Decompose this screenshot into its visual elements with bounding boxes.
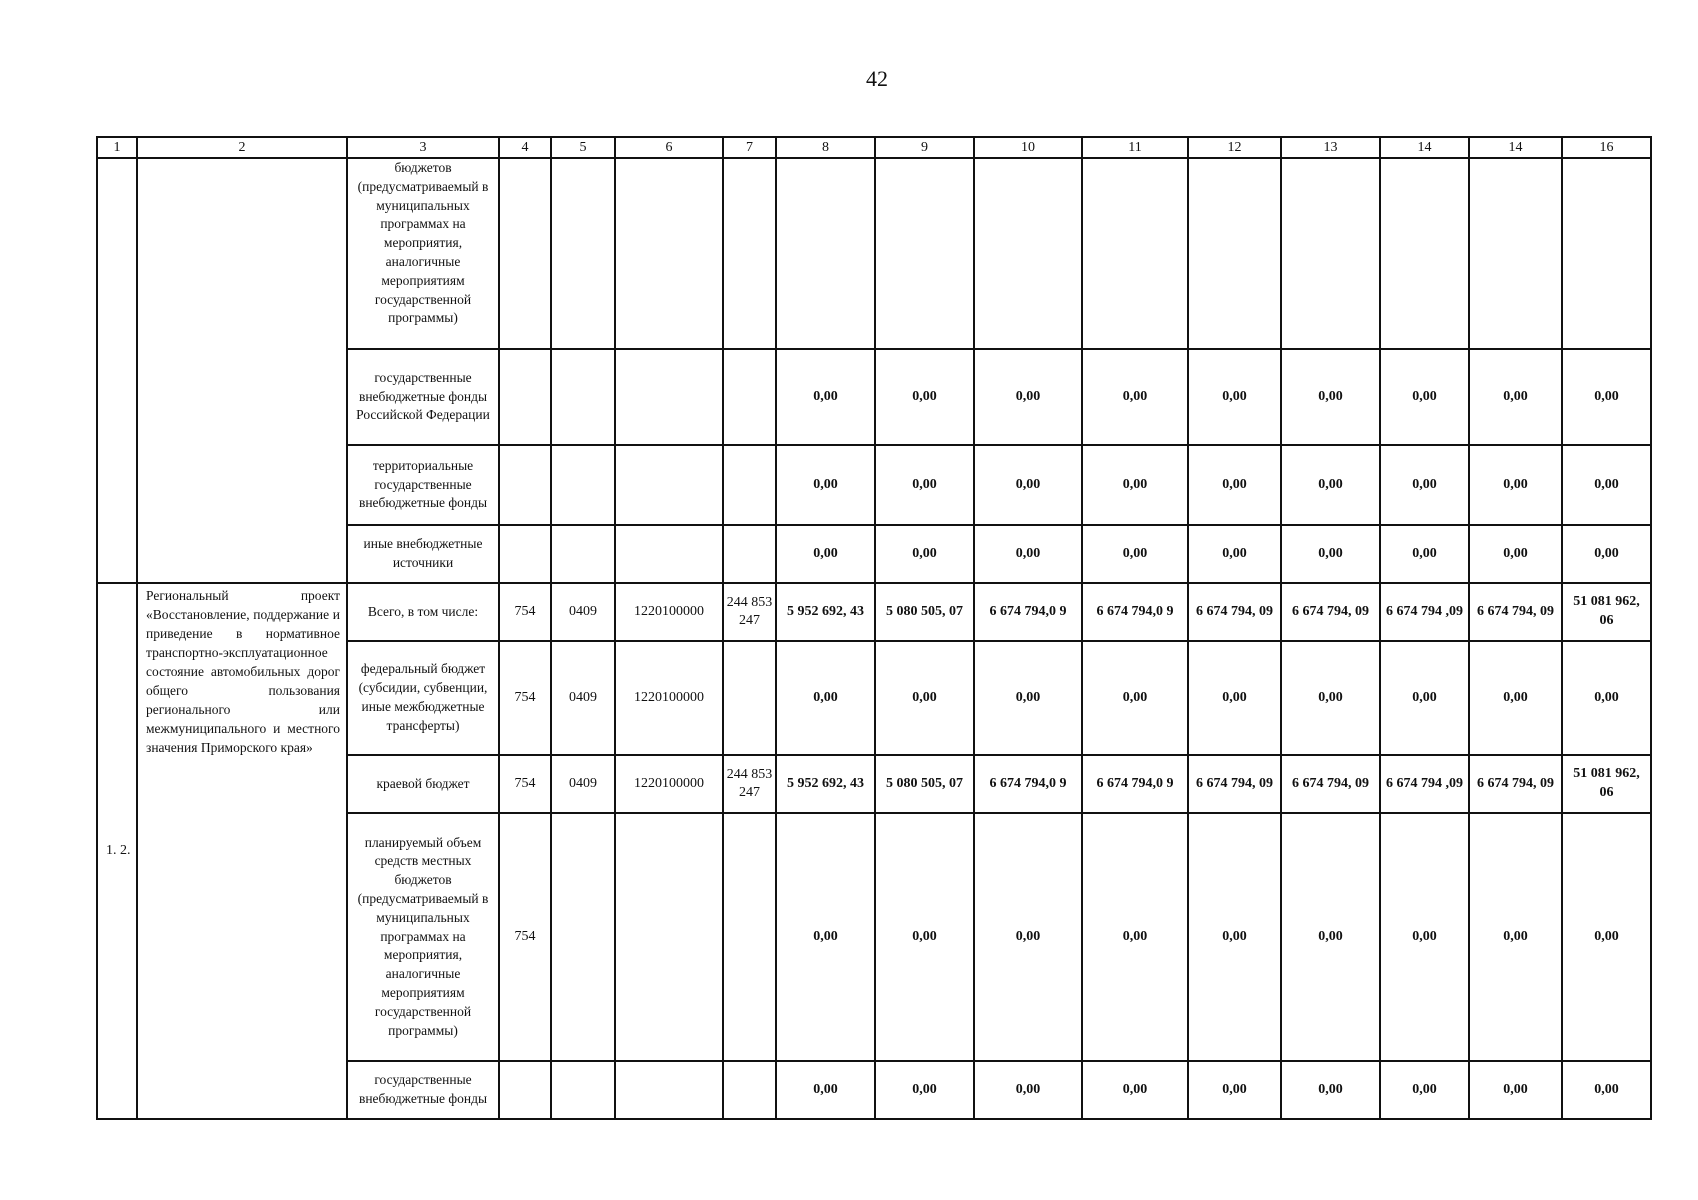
code-cell: 0409 (551, 755, 615, 813)
amount-cell: 0,00 (1082, 445, 1188, 525)
amount-cell: 6 674 794, 09 (1281, 583, 1380, 641)
code-cell: 244 853 247 (723, 755, 776, 813)
amount-cell: 0,00 (1281, 641, 1380, 755)
code-cell: 1220100000 (615, 583, 723, 641)
column-header: 2 (137, 137, 347, 158)
amount-cell: 0,00 (1281, 525, 1380, 583)
amount-cell: 0,00 (1469, 445, 1562, 525)
amount-cell: 5 080 505, 07 (875, 583, 974, 641)
amount-cell: 0,00 (1380, 525, 1469, 583)
column-header: 6 (615, 137, 723, 158)
amount-cell: 0,00 (1562, 1061, 1651, 1119)
amount-cell: 0,00 (1469, 1061, 1562, 1119)
column-header: 9 (875, 137, 974, 158)
amount-cell: 0,00 (1380, 813, 1469, 1061)
amount-cell: 5 952 692, 43 (776, 755, 875, 813)
page-number: 42 (866, 66, 888, 91)
row-number-cell: 1. 2. (97, 583, 137, 1119)
amount-cell: 0,00 (1281, 349, 1380, 445)
funding-source-cell: федеральный бюджет (субсидии, субвенции, иные межбюджетные трансферты) (347, 641, 499, 755)
amount-cell: 5 952 692, 43 (776, 583, 875, 641)
amount-cell: 0,00 (1082, 813, 1188, 1061)
code-cell: 754 (499, 755, 551, 813)
funding-source-cell: планируемый объем средств местных бюджетов (предусматриваемый в муниципальных программах на мероприятия, аналогичные мероприятиям государственной программы) (347, 813, 499, 1061)
row-number-cell (97, 158, 137, 583)
amount-cell: 6 674 794, 09 (1469, 583, 1562, 641)
amount-cell: 0,00 (1469, 349, 1562, 445)
funding-source-cell: краевой бюджет (347, 755, 499, 813)
amount-cell: 0,00 (974, 1061, 1082, 1119)
amount-cell: 0,00 (1562, 813, 1651, 1061)
amount-cell: 0,00 (1281, 445, 1380, 525)
code-cell: 754 (499, 813, 551, 1061)
column-header: 8 (776, 137, 875, 158)
code-cell: 754 (499, 583, 551, 641)
code-cell: 0409 (551, 583, 615, 641)
column-header: 14 (1380, 137, 1469, 158)
code-cell (615, 1061, 723, 1119)
project-name-cell: Региональный проект «Восстановление, поддержание и приведение в нормативное транспортно-эксплуатационное состояние автомобильных дорог общего пользования регионального или межмуниципального и местного значения Приморского края» (137, 583, 347, 1119)
amount-cell: 0,00 (1082, 641, 1188, 755)
amount-cell: 0,00 (875, 641, 974, 755)
amount-cell: 0,00 (1188, 525, 1281, 583)
budget-table (96, 136, 1652, 1120)
amount-cell: 0,00 (1469, 641, 1562, 755)
amount-cell: 0,00 (1188, 349, 1281, 445)
amount-cell: 0,00 (875, 445, 974, 525)
column-header: 13 (1281, 137, 1380, 158)
amount-cell: 0,00 (1562, 349, 1651, 445)
amount-cell: 0,00 (1281, 1061, 1380, 1119)
amount-cell: 5 080 505, 07 (875, 755, 974, 813)
amount-cell: 6 674 794,0 9 (974, 755, 1082, 813)
column-header: 4 (499, 137, 551, 158)
column-header: 12 (1188, 137, 1281, 158)
amount-cell: 0,00 (776, 1061, 875, 1119)
amount-cell: 0,00 (1562, 445, 1651, 525)
amount-cell: 0,00 (974, 641, 1082, 755)
column-header: 5 (551, 137, 615, 158)
column-header: 3 (347, 137, 499, 158)
code-cell: 1220100000 (615, 641, 723, 755)
table-row (97, 158, 1651, 349)
amount-cell: 0,00 (776, 525, 875, 583)
column-header: 7 (723, 137, 776, 158)
amount-cell: 0,00 (1562, 641, 1651, 755)
code-cell (723, 1061, 776, 1119)
table-row (97, 583, 1651, 641)
amount-cell: 0,00 (1188, 813, 1281, 1061)
code-cell (551, 813, 615, 1061)
amount-cell: 0,00 (1469, 813, 1562, 1061)
amount-cell: 6 674 794, 09 (1188, 583, 1281, 641)
amount-cell: 0,00 (875, 349, 974, 445)
code-cell (723, 641, 776, 755)
column-header: 14 (1469, 137, 1562, 158)
funding-source-cell: бюджетов (предусматриваемый в муниципальных программах на мероприятия, аналогичные мероприятиям государственной программы) (347, 158, 499, 349)
amount-cell: 0,00 (1380, 641, 1469, 755)
amount-cell: 6 674 794 ,09 (1380, 583, 1469, 641)
amount-cell: 6 674 794, 09 (1469, 755, 1562, 813)
amount-cell: 0,00 (1380, 349, 1469, 445)
funding-source-cell: иные внебюджетные источники (347, 525, 499, 583)
amount-cell: 0,00 (875, 525, 974, 583)
amount-cell: 0,00 (1188, 641, 1281, 755)
funding-source-cell: государственные внебюджетные фонды Российской Федерации (347, 349, 499, 445)
amount-cell: 0,00 (974, 525, 1082, 583)
funding-source-cell: Всего, в том числе: (347, 583, 499, 641)
amount-cell: 0,00 (1281, 813, 1380, 1061)
amount-cell: 51 081 962, 06 (1562, 583, 1651, 641)
amount-cell: 0,00 (974, 349, 1082, 445)
column-header: 11 (1082, 137, 1188, 158)
amount-cell: 6 674 794,0 9 (1082, 583, 1188, 641)
budget-table-container (96, 136, 1652, 1120)
column-header: 10 (974, 137, 1082, 158)
amount-cell: 0,00 (776, 813, 875, 1061)
funding-source-cell: территориальные государственные внебюджетные фонды (347, 445, 499, 525)
amount-cell: 0,00 (1082, 1061, 1188, 1119)
amount-cell: 0,00 (875, 1061, 974, 1119)
amount-cell: 6 674 794, 09 (1281, 755, 1380, 813)
amount-cell: 0,00 (776, 641, 875, 755)
code-cell (615, 813, 723, 1061)
amount-cell: 0,00 (1188, 1061, 1281, 1119)
amount-cell: 0,00 (1082, 525, 1188, 583)
code-cell (723, 813, 776, 1061)
column-header: 1 (97, 137, 137, 158)
header-row (97, 137, 1651, 158)
amount-cell: 51 081 962, 06 (1562, 755, 1651, 813)
code-cell: 1220100000 (615, 755, 723, 813)
amount-cell: 0,00 (1380, 1061, 1469, 1119)
amount-cell: 0,00 (1082, 349, 1188, 445)
amount-cell: 0,00 (875, 813, 974, 1061)
amount-cell: 0,00 (1188, 445, 1281, 525)
amount-cell: 0,00 (776, 445, 875, 525)
amount-cell: 6 674 794, 09 (1188, 755, 1281, 813)
funding-source-cell: государственные внебюджетные фонды (347, 1061, 499, 1119)
amount-cell: 6 674 794,0 9 (974, 583, 1082, 641)
code-cell: 754 (499, 641, 551, 755)
amount-cell: 0,00 (974, 445, 1082, 525)
column-header: 16 (1562, 137, 1651, 158)
code-cell: 0409 (551, 641, 615, 755)
code-cell (499, 1061, 551, 1119)
code-cell (551, 1061, 615, 1119)
amount-cell: 0,00 (1380, 445, 1469, 525)
amount-cell: 0,00 (1562, 525, 1651, 583)
amount-cell: 6 674 794,0 9 (1082, 755, 1188, 813)
amount-cell: 6 674 794 ,09 (1380, 755, 1469, 813)
amount-cell: 0,00 (776, 349, 875, 445)
amount-cell: 0,00 (974, 813, 1082, 1061)
code-cell: 244 853 247 (723, 583, 776, 641)
amount-cell: 0,00 (1469, 525, 1562, 583)
project-name-cell (137, 158, 347, 583)
